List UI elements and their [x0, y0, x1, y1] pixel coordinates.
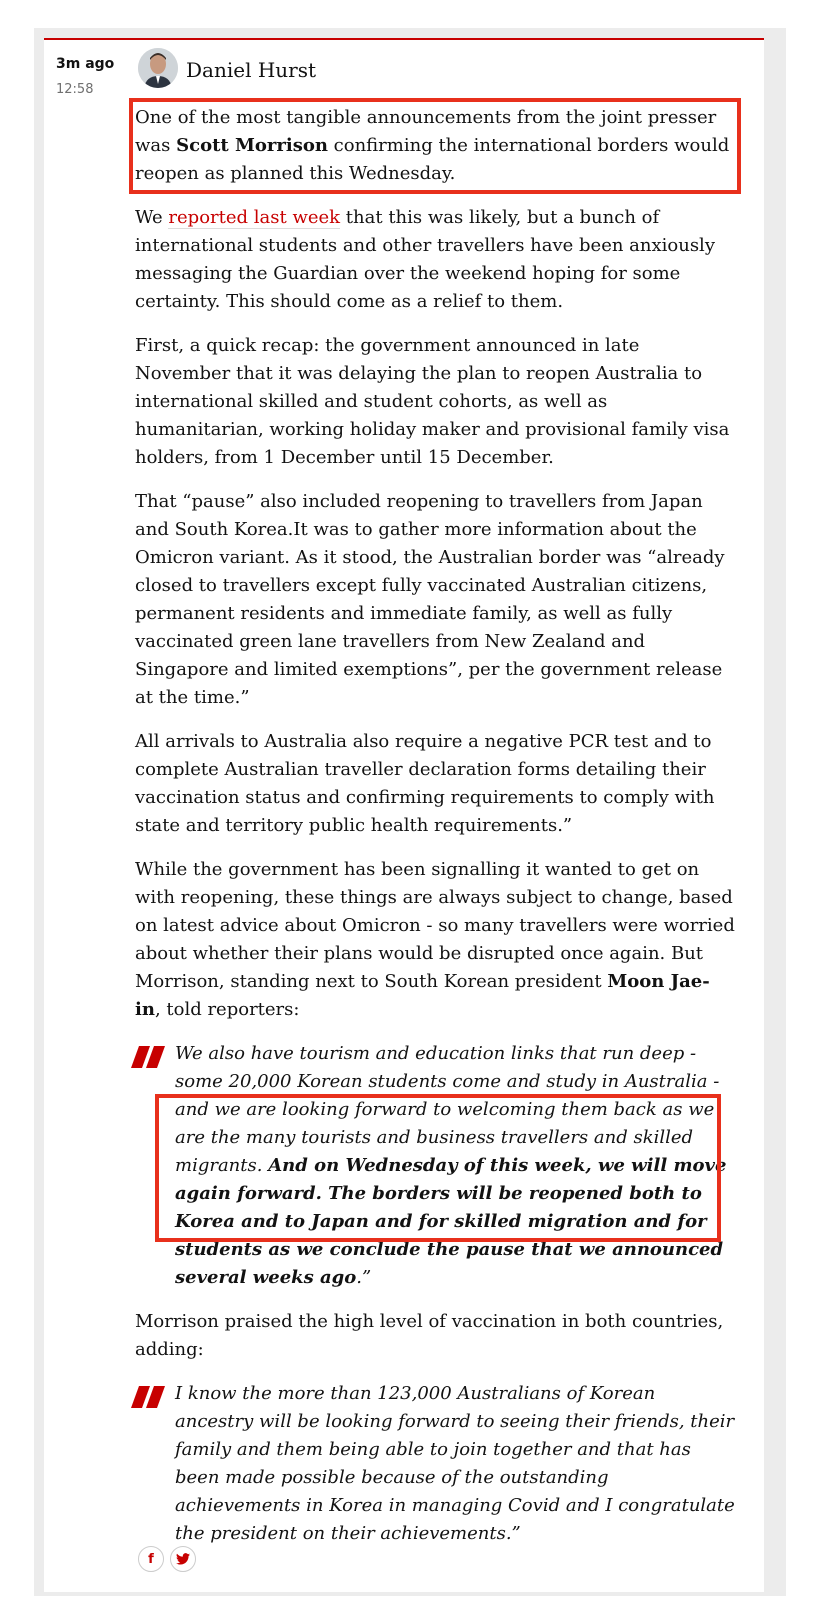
facebook-share-icon[interactable]: f	[138, 1546, 164, 1572]
twitter-bird-icon	[176, 1553, 190, 1565]
paragraph-text: While the government has been signalling it wanted to get on with reopening, these things are always subject to change, based on latest advice about Omicron - so many travellers were worried about whether their plans would be disrupted once again. But Morrison, standing next to South Korean president	[135, 859, 735, 992]
quote-mark-icon	[135, 1046, 167, 1070]
quote-text: .”	[356, 1267, 372, 1288]
quote-text: I know the more than 123,000 Australians of Korean ancestry will be looking forward to seeing their friends, their family and them being able to join together and that has been made possible because of the outstanding achievements in Korea in managing Covid and I congratulate the president on their achievements.”	[175, 1383, 735, 1544]
paragraph: First, a quick recap: the government announced in late November that it was delaying the plan to reopen Australia to international skilled and student cohorts, as well as humanitarian, working holiday maker and provisional family visa holders, from 1 December until 15 December.	[135, 335, 730, 468]
paragraph: That “pause” also included reopening to travellers from Japan and South Korea.It was to gather more information about the Omicron variant. As it stood, the Australian border was “already closed to travellers except fully vaccinated Australian citizens, permanent residents and immediate family, as well as fully vaccinated green lane travellers from New Zealand and Singapore and limited exemptions”, per the government release at the time.”	[135, 491, 725, 708]
author-name: Daniel Hurst	[186, 58, 317, 82]
quote-bold-text: And on Wednesday of this week, we will move again forward. The borders will be reopened both to Korea and to Japan and for skilled migration and for students as we conclude the pause that we announced several weeks ago	[175, 1155, 727, 1288]
liveblog-post	[44, 38, 764, 1592]
blockquote	[135, 1040, 735, 1292]
highlighted-paragraph	[135, 104, 735, 188]
quote-text: We also have tourism and education links that run deep - some 20,000 Korean students come and study in Australia - and we are looking forward to welcoming them back as we are the many tourists and business travellers and skilled migrants.	[175, 1043, 720, 1176]
paragraph-text: that this was likely, but a bunch of international students and other travellers have been anxiously messaging the Guardian over the weekend hoping for some certainty. This should come as a relief to them.	[135, 207, 715, 312]
share-buttons	[138, 1546, 196, 1572]
paragraph: Morrison praised the high level of vaccination in both countries, adding:	[135, 1311, 724, 1360]
paragraph	[135, 856, 735, 1024]
paragraph	[135, 204, 735, 316]
paragraph-text: We	[135, 207, 169, 228]
paragraph-text: One of the most tangible announcements from the joint presser was	[135, 107, 717, 156]
twitter-share-icon[interactable]	[170, 1546, 196, 1572]
author-avatar	[138, 48, 178, 88]
bold-name: Moon Jae-in	[135, 971, 710, 1020]
quote-mark-icon	[135, 1386, 167, 1410]
bold-name: Scott Morrison	[176, 135, 328, 156]
paragraph: All arrivals to Australia also require a negative PCR test and to complete Australian traveller declaration forms detailing their vaccination status and confirming requirements to comply with state and territory public health requirements.”	[135, 731, 715, 836]
post-body	[135, 104, 735, 1564]
post-time-ago: 3m ago	[56, 56, 115, 72]
blockquote	[135, 1380, 735, 1548]
post-timestamp: 12:58	[56, 82, 94, 97]
paragraph-text: , told reporters:	[154, 999, 300, 1020]
reported-last-week-link[interactable]: reported last week	[168, 207, 341, 228]
paragraph-text: confirming the international borders would reopen as planned this Wednesday.	[135, 135, 730, 184]
author-avatar-icon	[138, 48, 178, 88]
